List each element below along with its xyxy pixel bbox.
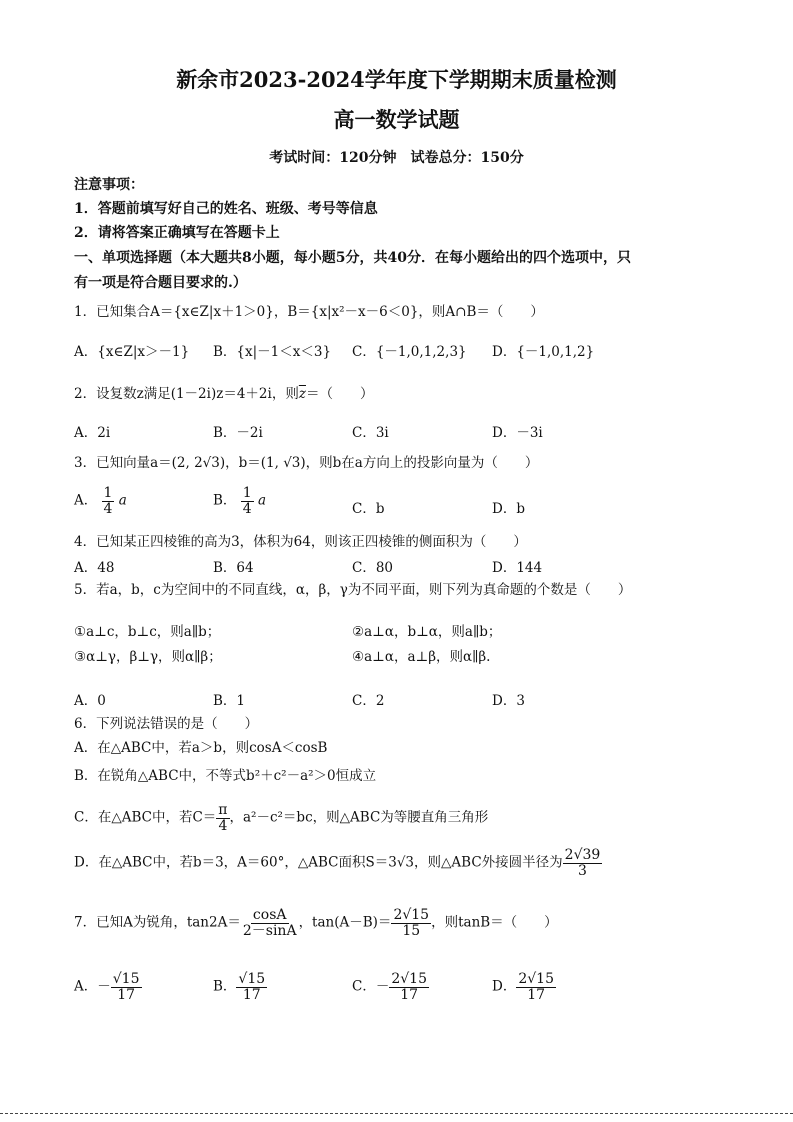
q6-c-post: ，a²－c²＝bc，则△ABC为等腰直角三角形: [229, 809, 489, 826]
q7-c-num: 2√15: [391, 971, 427, 987]
q6-d-frac-den: 3: [578, 862, 587, 879]
exam-title: 新余市2023-2024学年度下学期期末质量检测: [176, 67, 617, 92]
q3-a-vector: a: [118, 492, 127, 509]
q4-option-a: A．48: [74, 560, 115, 576]
q7-f2-num: 2√15: [393, 907, 430, 923]
q7-b-num: √15: [238, 971, 266, 987]
q7-f1-num: cosA: [252, 907, 287, 923]
notice-heading: 注意事项：: [74, 177, 144, 193]
question-1-stem: 1．已知集合A＝{x∈Z|x＋1＞0}，B＝{x|x²－x－6＜0}，则A∩B＝（ ）: [74, 304, 544, 320]
q7-a-den: 17: [117, 986, 136, 1003]
q2-option-d: D．－3i: [492, 425, 543, 441]
q7-a-label: A．: [74, 978, 98, 995]
question-3-stem: 3．已知向量a＝(2, 2√3)，b＝(1, √3)，则b在a方向上的投影向量为（ ）: [74, 455, 539, 471]
q7-option-d: [492, 972, 556, 1002]
q7-option-b: [213, 972, 267, 1002]
page-bottom-divider: [0, 1113, 793, 1114]
q4-option-c: C．80: [352, 560, 394, 576]
q7-b-label: B．: [213, 978, 237, 995]
q1-option-d: D．{－1,0,1,2}: [492, 344, 595, 360]
exam-subtitle: 高一数学试题: [333, 107, 460, 132]
q3-a-frac-den: 4: [103, 500, 113, 517]
notice-item: 2．请将答案正确填写在答题卡上: [74, 225, 280, 241]
q3-option-a: [74, 486, 127, 516]
q3-b-frac-num: 1: [242, 485, 252, 501]
q6-option-a: A．在△ABC中，若a＞b，则cosA＜cosB: [74, 740, 328, 756]
q1-option-b: B．{x|－1＜x＜3}: [213, 344, 332, 360]
q2-conjugate-z: $\overline{z}$: [298, 386, 306, 402]
q7-d-label: D．: [492, 978, 517, 995]
q7-a-num: √15: [112, 971, 140, 987]
q3-option-b-label: B．: [213, 492, 237, 509]
q5-proposition-1: ①a⊥c，b⊥c，则a∥b；: [74, 624, 221, 640]
question-5-stem: 5．若a，b，c为空间中的不同直线，α，β，γ为不同平面，则下列为真命题的个数是（ ）: [74, 582, 632, 598]
q3-a-frac-num: 1: [103, 485, 113, 501]
q7-f1-den: 2－sinA: [242, 922, 297, 939]
q1-option-c: C．{－1,0,1,2,3}: [352, 344, 467, 360]
q6-c-pre: C．在△ABC中，若C＝: [74, 809, 217, 826]
q3-b-frac-den: 4: [242, 500, 252, 517]
q3-option-b: [213, 486, 266, 516]
q6-d-frac-num: 2√39: [564, 847, 601, 863]
q5-option-c: C．2: [352, 693, 385, 709]
q2-option-b: B．－2i: [213, 425, 263, 441]
q2-option-c: C．3i: [352, 425, 389, 441]
q7-option-c: [352, 972, 429, 1002]
q3-option-a-label: A．: [74, 492, 98, 509]
q7-d-num: 2√15: [518, 971, 554, 987]
q7-a-sign: －: [97, 978, 111, 995]
q6-option-c: [74, 803, 488, 833]
q3-b-vector: a: [257, 492, 266, 509]
q7-option-a: [74, 972, 142, 1002]
q6-option-d: [74, 848, 602, 878]
q2-option-a: A．2i: [74, 425, 111, 441]
question-2-stem: [74, 382, 373, 402]
q7-c-label: C．: [352, 978, 376, 995]
question-4-stem: 4．已知某正四棱锥的高为3，体积为64，则该正四棱锥的侧面积为（ ）: [74, 534, 527, 550]
q6-d-pre: D．在△ABC中，若b＝3，A＝60°，△ABC面积S＝3√3，则△ABC外接圆半径为: [74, 854, 563, 871]
q5-option-a: A．0: [74, 693, 106, 709]
q6-c-frac-num: π: [218, 802, 228, 818]
question-6-stem: 6．下列说法错误的是（ ）: [74, 716, 259, 732]
q3-option-c: C．b: [352, 501, 385, 517]
q1-option-a: A．{x∈Z|x＞－1}: [74, 344, 190, 360]
q6-option-b: B．在锐角△ABC中，不等式b²＋c²－a²＞0恒成立: [74, 768, 377, 784]
q7-b-den: 17: [242, 986, 261, 1003]
q2-stem-pre: 2．设复数z满足(1－2i)z＝4＋2i，则: [74, 386, 299, 402]
q5-proposition-3: ③α⊥γ，β⊥γ，则α∥β；: [74, 649, 222, 665]
q7-d-den: 17: [527, 986, 546, 1003]
q7-stem-post: ，则tanB＝（ ）: [431, 914, 558, 931]
q5-proposition-2: ②a⊥α，b⊥α，则a∥b；: [352, 624, 502, 640]
q5-option-d: D．3: [492, 693, 525, 709]
notice-item: 1．答题前填写好自己的姓名、班级、考号等信息: [74, 201, 378, 217]
q6-c-frac-den: 4: [218, 817, 228, 834]
q5-proposition-4: ④a⊥α，a⊥β，则α∥β.: [352, 649, 491, 665]
q4-option-d: D．144: [492, 560, 543, 576]
q7-stem-mid: ，tan(A－B)＝: [298, 914, 392, 931]
q7-f2-den: 15: [402, 922, 421, 939]
q7-stem-pre: 7．已知A为锐角，tan2A＝: [74, 914, 241, 931]
q5-option-b: B．1: [213, 693, 246, 709]
exam-info: 考试时间：120分钟 试卷总分：150分: [269, 150, 524, 166]
q7-c-den: 17: [400, 986, 419, 1003]
q7-c-sign: －: [375, 978, 390, 995]
q3-option-d: D．b: [492, 501, 525, 517]
question-7-stem: [74, 908, 558, 938]
section-heading: 一、单项选择题（本大题共8小题，每小题5分，共40分．在每小题给出的四个选项中，只: [74, 250, 631, 266]
section-heading-cont: 有一项是符合题目要求的.）: [74, 275, 247, 291]
q2-stem-post: ＝（ ）: [305, 386, 374, 402]
q4-option-b: B．64: [213, 560, 254, 576]
